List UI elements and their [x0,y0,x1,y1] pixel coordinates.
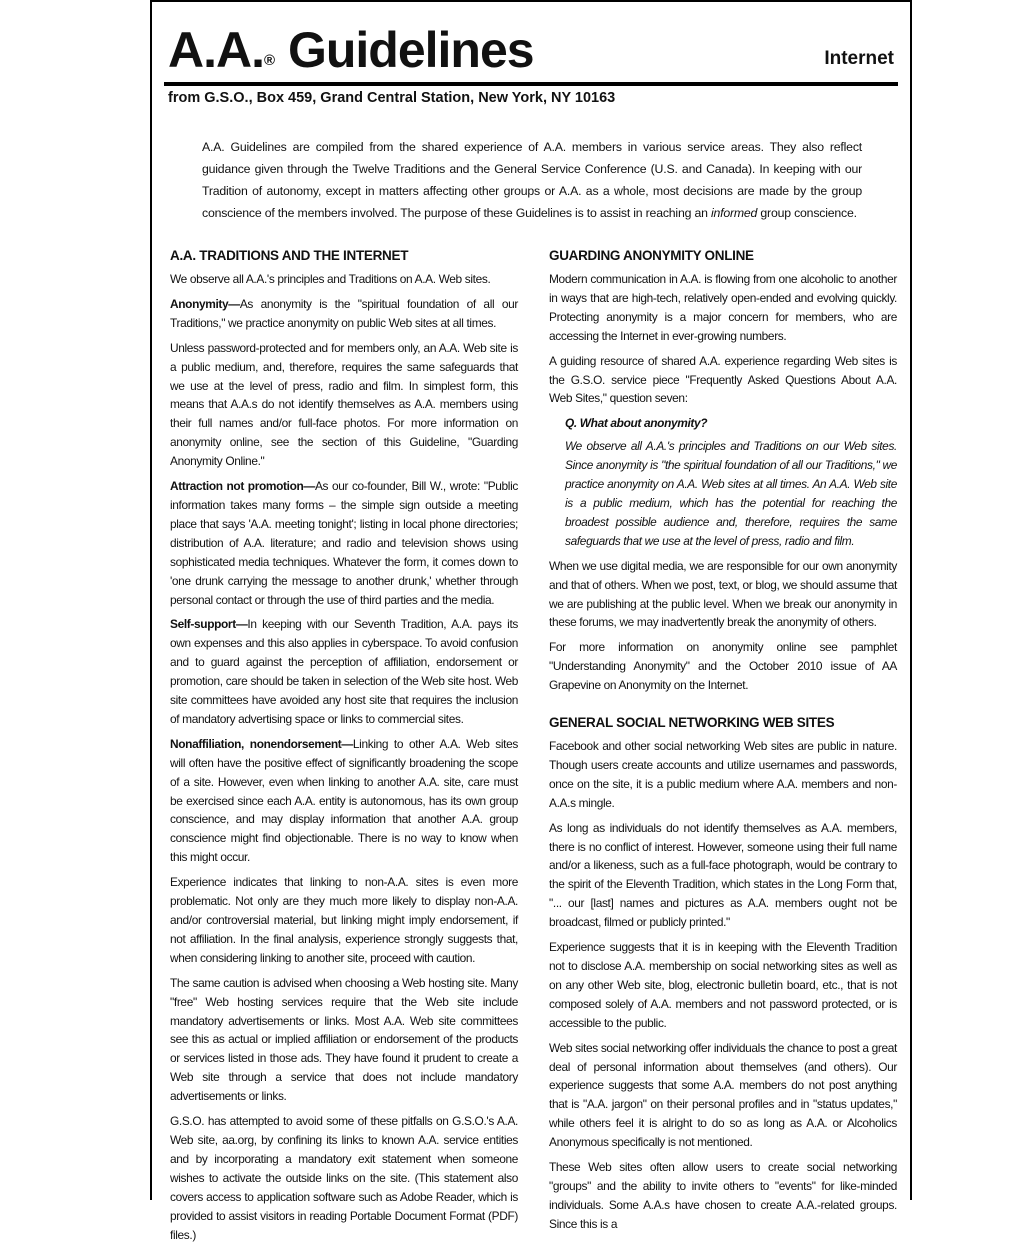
section-gap [549,701,897,713]
paragraph: A guiding resource of shared A.A. experience regarding Web sites is the G.S.O. service piece "Frequently Asked Questions About A.A. Web Sites," question seven: [549,353,897,406]
faq-question: Q. What about anonymity? [565,416,708,431]
right-column [549,246,897,1240]
paragraph: Experience indicates that linking to non-A.A. sites is even more problematic. Not only are they much more likely to display non-A.A. and/or controversial material, but linking might imply endorsement, if not affiliation. In the final analysis, experience strongly suggests that, when considering linking to another site, proceed with caution. [170,875,518,965]
lead-self-support: Self-support— [170,617,248,632]
paragraph: The same caution is advised when choosing a Web hosting site. Many "free" Web hosting services require that the Web site include mandatory advertisements or links. Most A.A. Web site committees see this as actual or implied affiliation or endorsement of the products or services listed in those ads. They have found it prudent to create a Web site through a service that does not include mandatory advertisements or links. [170,975,518,1104]
paragraph: Experience suggests that it is in keeping with the Eleventh Tradition not to disclose A.A. membership on social networking sites as well as on any other Web site, blog, electronic bulletin board, etc., that is not composed solely of A.A. members and not password protected, or is accessible to the public. [549,940,897,1030]
paragraph: G.S.O. has attempted to avoid some of these pitfalls on G.S.O.'s A.A. Web site, aa.org, by confining its links to known A.A. service entities and by incorporating a mandatory exit statement when someone wishes to activate the outside links on the site. (This statement also covers access to application software such as Adobe Reader, which is provided to assist visitors in reading Portable Document Format (PDF) files.) [170,1114,518,1242]
paragraph-text: In keeping with our Seventh Tradition, A.A. pays its own expenses and this also applies in cyberspace. To avoid confusion and to guard against the perception of affiliation, endorsement or promotion, care should be taken in selection of the Web site host. Web site committees have avoided any host site that requires the inclusion of mandatory advertising space or links to commercial sites. [170,617,518,726]
paragraph-text: As anonymity is the "spiritual foundation of all our Traditions," we practice anonymity on public Web sites at all times. [170,296,518,330]
paragraph-text: As our co-founder, Bill W., wrote: "Public information takes many forms – the simple sign outside a meeting place that says 'A.A. meeting tonight'; listing in local phone directories; distribution of A.A. literature; and radio and television shows using sophisticated media techniques. Whatever the form, it comes down to 'one drunk carrying the message to another drunk,' whether through personal contact or through the use of third parties and the media. [170,479,518,607]
paragraph-self-support [170,615,518,728]
paragraph: We observe all A.A.'s principles and Traditions on A.A. Web sites. [170,272,491,286]
faq-quote [549,414,897,550]
section-heading-social-networking: GENERAL SOCIAL NETWORKING WEB SITES [549,715,835,731]
intro-text-1: A.A. Guidelines are compiled from the shared experience of A.A. members in various service areas. They also reflect guidance given through the Twelve Traditions and the General Service Conference (U.S. and Canada). In keeping with our Tradition of autonomy, except in matters affecting other groups or A.A. as a whole, most decisions are made by the group conscience of the members involved. The purpose of these Guidelines is to assist in reaching an [202,140,862,220]
section-heading-anonymity-online: GUARDING ANONYMITY ONLINE [549,248,754,263]
title-prefix: A.A. [168,22,264,78]
category-label: Internet [824,48,894,69]
section-heading-traditions: A.A. TRADITIONS AND THE INTERNET [170,248,409,263]
document-header [168,20,896,82]
paragraph: These Web sites often allow users to create social networking "groups" and the ability to invite others to "events" for like-minded individuals. Some A.A.s have chosen to create A.A.-related groups. Since this is a [549,1160,897,1231]
lead-attraction: Attraction not promotion— [170,479,315,494]
lead-nonaffiliation: Nonaffiliation, nonendorsement— [170,736,353,751]
paragraph: Unless password-protected and for members only, an A.A. Web site is a public medium, and, therefore, requires the same safeguards that we use at the level of press, radio and film. In simplest form, this means that A.A.s do not identify themselves as A.A. members using their full names and/or full-face photos. For more information on anonymity online, see the section of this Guideline, "Guarding Anonymity Online." [170,340,518,469]
faq-answer: We observe all A.A.'s principles and Traditions on our Web sites. Since anonymity is "the spiritual foundation of all our Traditions," we practice anonymity on A.A. Web sites at all times. An A.A. Web site is a public medium, which has the potential for reaching the broadest possible audience and, therefore, requires the same safeguards that we use at the level of press, radio and film. [565,439,897,548]
paragraph-anonymity [170,295,518,333]
header-rule [164,82,898,86]
registered-mark: ® [264,52,276,69]
paragraph-text: Linking to other A.A. Web sites will often have the positive effect of significantly broadening the scope of a site. However, even when linking to another A.A. site, care must be exercised since each A.A. entity is autonomous, has its own group conscience, and may display information that another A.A. group conscience might find objectionable. There is no way to know when this might occur. [170,736,518,865]
paragraph: Facebook and other social networking Web sites are public in nature. Though users create accounts and utilize usernames and passwords, once on the site, it is a public medium where A.A. members and non-A.A.s mingle. [549,739,897,810]
paragraph: Modern communication in A.A. is flowing from one alcoholic to another in ways that are high-tech, relatively open-ended and evolving quickly. Protecting anonymity is a major concern for members, who are accessing the Internet in ever-growing numbers. [549,272,897,343]
paragraph-attraction [170,477,518,609]
document-title [168,20,534,91]
guideline-sheet [150,0,912,1242]
left-column [170,246,518,1250]
paragraph-nonaffiliation [170,735,518,867]
paragraph: Web sites social networking offer individuals the chance to post a great deal of personal information about themselves (and others). Our experience suggests that some A.A. members do not post anything that is "A.A. jargon" on their personal profiles and in "status updates," while others feel it is alright to do so as long as A.A. or Alcoholics Anonymous specifically is not mentioned. [549,1040,897,1150]
intro-text-2: group conscience. [757,206,857,220]
paragraph: As long as individuals do not identify themselves as A.A. members, there is no conflict of interest. However, someone using their full name and/or a likeness, such as a full-face photograph, would be contrary to the spirit of the Eleventh Tradition, which states in the Long Form that, "... our [last] names and pictures as A.A. members ought not be broadcast, filmed or publicly printed." [549,820,897,930]
lead-anonymity: Anonymity— [170,296,240,311]
paragraph: When we use digital media, we are responsible for our own anonymity and that of others. When we post, text, or blog, we should assume that we are publishing at the public level. When we break our anonymity in these forums, we may inadvertently break the anonymity of others. [549,558,897,630]
title-rest: Guidelines [275,22,534,78]
intro-paragraph [202,136,862,224]
source-address: from G.S.O., Box 459, Grand Central Station, New York, NY 10163 [168,90,616,106]
intro-emphasis: informed [710,206,758,220]
paragraph: For more information on anonymity online see pamphlet "Understanding Anonymity" and the October 2010 issue of AA Grapevine on Anonymity on the Internet. [549,640,897,693]
